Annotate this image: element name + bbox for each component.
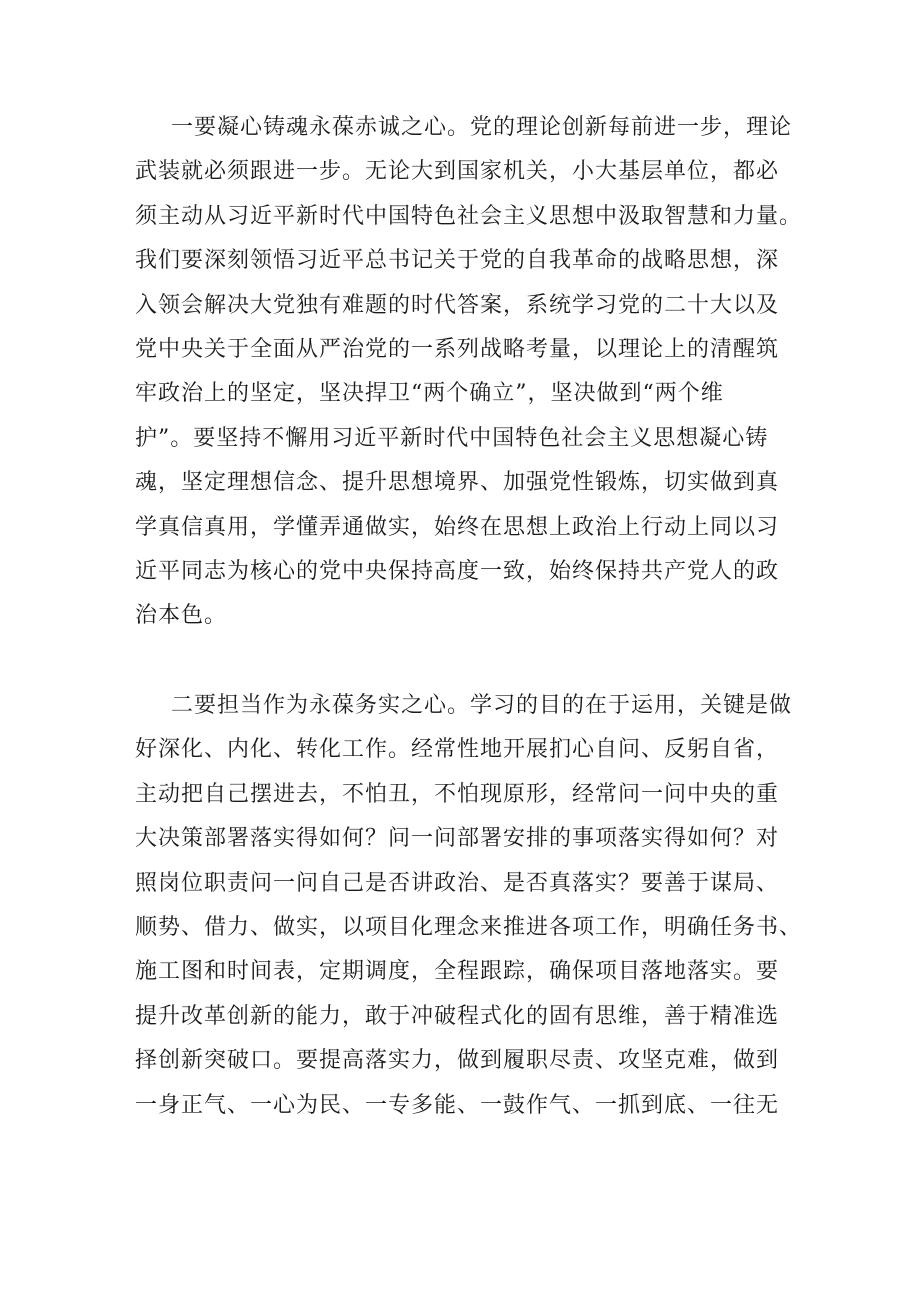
paragraph-line: 近平同志为核心的党中央保持高度一致，始终保持共产党人的政: [135, 559, 780, 585]
paragraph-line: 择创新突破口。要提高落实力，做到履职尽责、攻坚克难，做到: [135, 1048, 780, 1074]
paragraph-line: 魂，坚定理想信念、提升思想境界、加强党性锻炼，切实做到真: [135, 470, 780, 496]
paragraph-line: 武装就必须跟进一步。无论大到国家机关，小大基层单位，都必: [135, 159, 780, 185]
paragraph-line: 施工图和时间表，定期调度，全程跟踪，确保项目落地落实。要: [135, 959, 780, 985]
paragraph-line: 牢政治上的坚定，坚决捍卫“两个确立”，坚决做到“两个维: [135, 381, 724, 407]
paragraph-line: 护”。要坚持不懈用习近平新时代中国特色社会主义思想凝心铸: [135, 425, 769, 451]
paragraph-line: 入领会解决大党独有难题的时代答案，系统学习党的二十大以及: [135, 292, 780, 318]
paragraph-line: 主动把自己摆进去，不怕丑，不怕现原形，经常问一问中央的重: [135, 781, 780, 807]
paragraph-line: 好深化、内化、转化工作。经常性地开展扪心自问、反躬自省，: [135, 737, 780, 763]
paragraph-line: 须主动从习近平新时代中国特色社会主义思想中汲取智慧和力量。: [135, 203, 803, 229]
paragraph-line: 一要凝心铸魂永葆赤诚之心。党的理论创新每前进一步，理论: [171, 115, 793, 140]
paragraph-line: 提升改革创新的能力，敢于冲破程式化的固有思维，善于精准选: [135, 1003, 780, 1029]
paragraph-line: 我们要深刻领悟习近平总书记关于党的自我革命的战略思想，深: [135, 248, 780, 274]
paragraph-line: 大决策部署落实得如何？问一问部署安排的事项落实得如何？对: [135, 826, 780, 852]
paragraph-line: 学真信真用，学懂弄通做实，始终在思想上政治上行动上同以习: [135, 514, 780, 540]
paragraph-line: 顺势、借力、做实，以项目化理念来推进各项工作，明确任务书、: [135, 915, 803, 941]
paragraph-line: 党中央关于全面从严治党的一系列战略考量，以理论上的清醒筑: [135, 337, 780, 363]
paragraph-line: 一身正气、一心为民、一专多能、一鼓作气、一抓到底、一往无: [135, 1092, 780, 1118]
paragraph-1: [135, 106, 803, 639]
paragraph-2: [135, 684, 803, 1128]
paragraph-line: 治本色。: [135, 603, 228, 629]
paragraph-line: 二要担当作为永葆务实之心。学习的目的在于运用，关键是做: [171, 693, 793, 718]
paragraph-line: 照岗位职责问一问自己是否讲政治、是否真落实？要善于谋局、: [135, 870, 780, 896]
